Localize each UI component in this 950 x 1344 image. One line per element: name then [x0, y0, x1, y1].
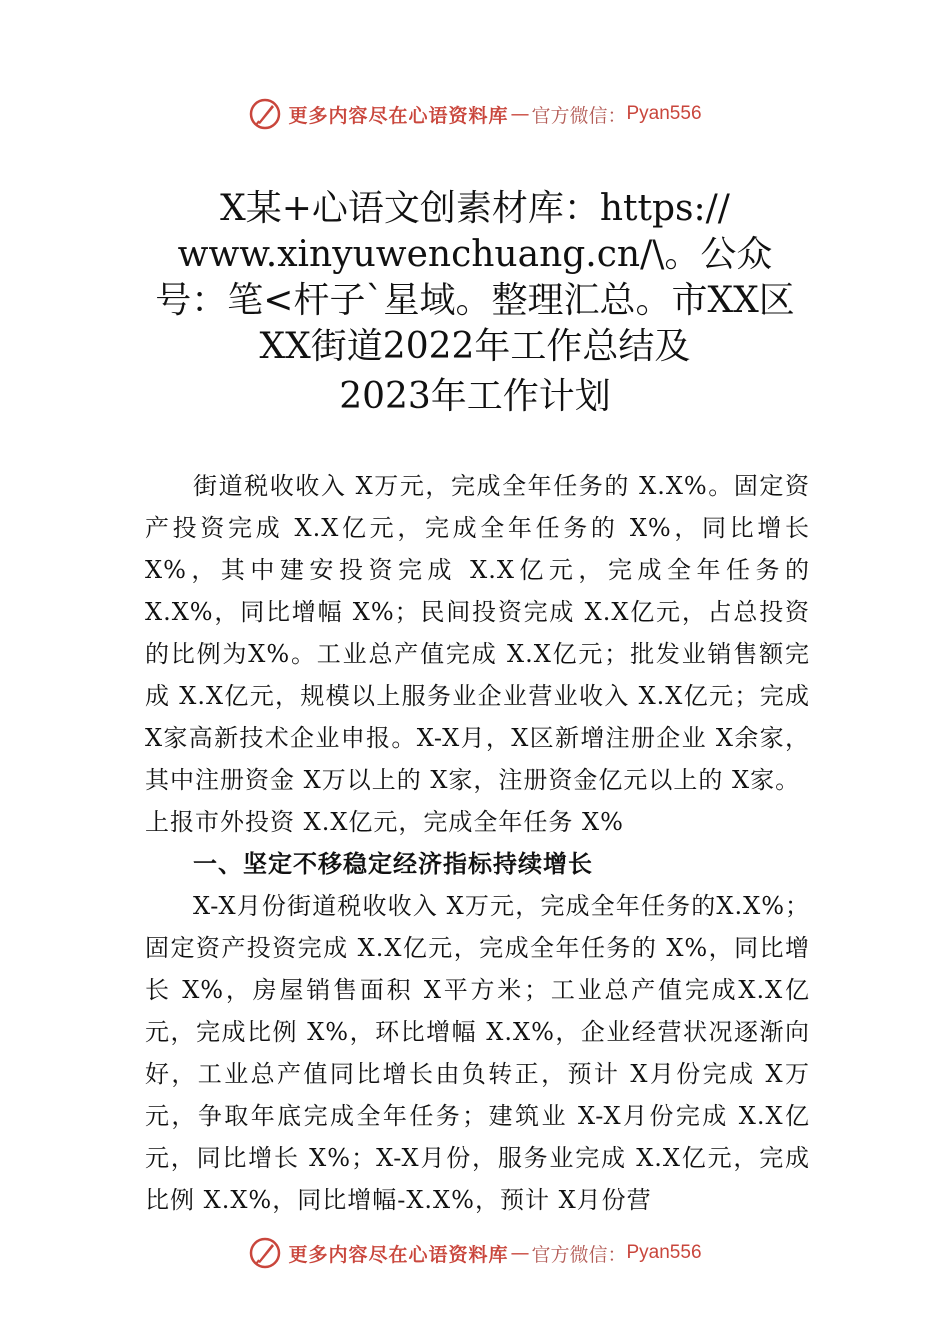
- banner-wechat-id: Pyan556: [626, 1242, 702, 1263]
- banner-separator: —: [510, 1242, 530, 1264]
- banner-wechat-label: 官方微信：: [531, 104, 627, 127]
- paragraph-economy: X-X月份街道税收收入 X万元，完成全年任务的X.X%；固定资产投资完成 X.X亿元，完成全年任务的 X%，同比增长 X%，房屋销售面积 X平方米；工业总产值完成X.X亿元，完成比例 X%，环比增幅 X.X%，企业经营状况逐渐向好，工业总产值同比增长由负转正，预计 X月份完成 X万元，争取年底完成全年任务；建筑业 X-X月份完成 X.X亿元，同比增长 X%；X-X月份，服务业完成 X.X亿元，完成比例 X.X%，同比增幅-X.X%，预计 X月份营: [145, 892, 810, 1214]
- quill-logo-icon: [248, 1236, 282, 1270]
- header-banner: [0, 94, 950, 134]
- document-subtitle: 2023年工作计划: [339, 376, 611, 417]
- document-title: X某+心语文创素材库：https:// www.xinyuwenchuang.cn/\。公众号：笔<杆子`星域。整理汇总。市XX区XX街道2022年工作总结及: [155, 188, 795, 367]
- banner-brand-text: 更多内容尽在心语资料库: [288, 104, 509, 127]
- quill-logo-icon: [248, 97, 282, 131]
- banner-wechat-id: Pyan556: [626, 103, 702, 124]
- footer-banner: [0, 1233, 950, 1273]
- section-heading-1: 一、坚定不移稳定经济指标持续增长: [193, 850, 593, 878]
- banner-separator: —: [510, 103, 530, 125]
- paragraph-summary: 街道税收收入 X万元，完成全年任务的 X.X%。固定资产投资完成 X.X亿元，完成全年任务的 X%，同比增长X%，其中建安投资完成 X.X亿元，完成全年任务的 X.X%，同比增幅 X%；民间投资完成 X.X亿元，占总投资的比例为X%。工业总产值完成 X.X亿元；批发业销售额完成 X.X亿元，规模以上服务业企业营业收入 X.X亿元；完成 X家高新技术企业申报。X-X月，X区新增注册企业 X余家，其中注册资金 X万以上的 X家，注册资金亿元以上的 X家。: [145, 472, 810, 794]
- banner-brand-text: 更多内容尽在心语资料库: [288, 1243, 509, 1266]
- banner-wechat-label: 官方微信：: [531, 1243, 627, 1266]
- paragraph-investment: 上报市外投资 X.X亿元，完成全年任务 X%: [145, 808, 624, 836]
- document-body: [145, 465, 810, 1221]
